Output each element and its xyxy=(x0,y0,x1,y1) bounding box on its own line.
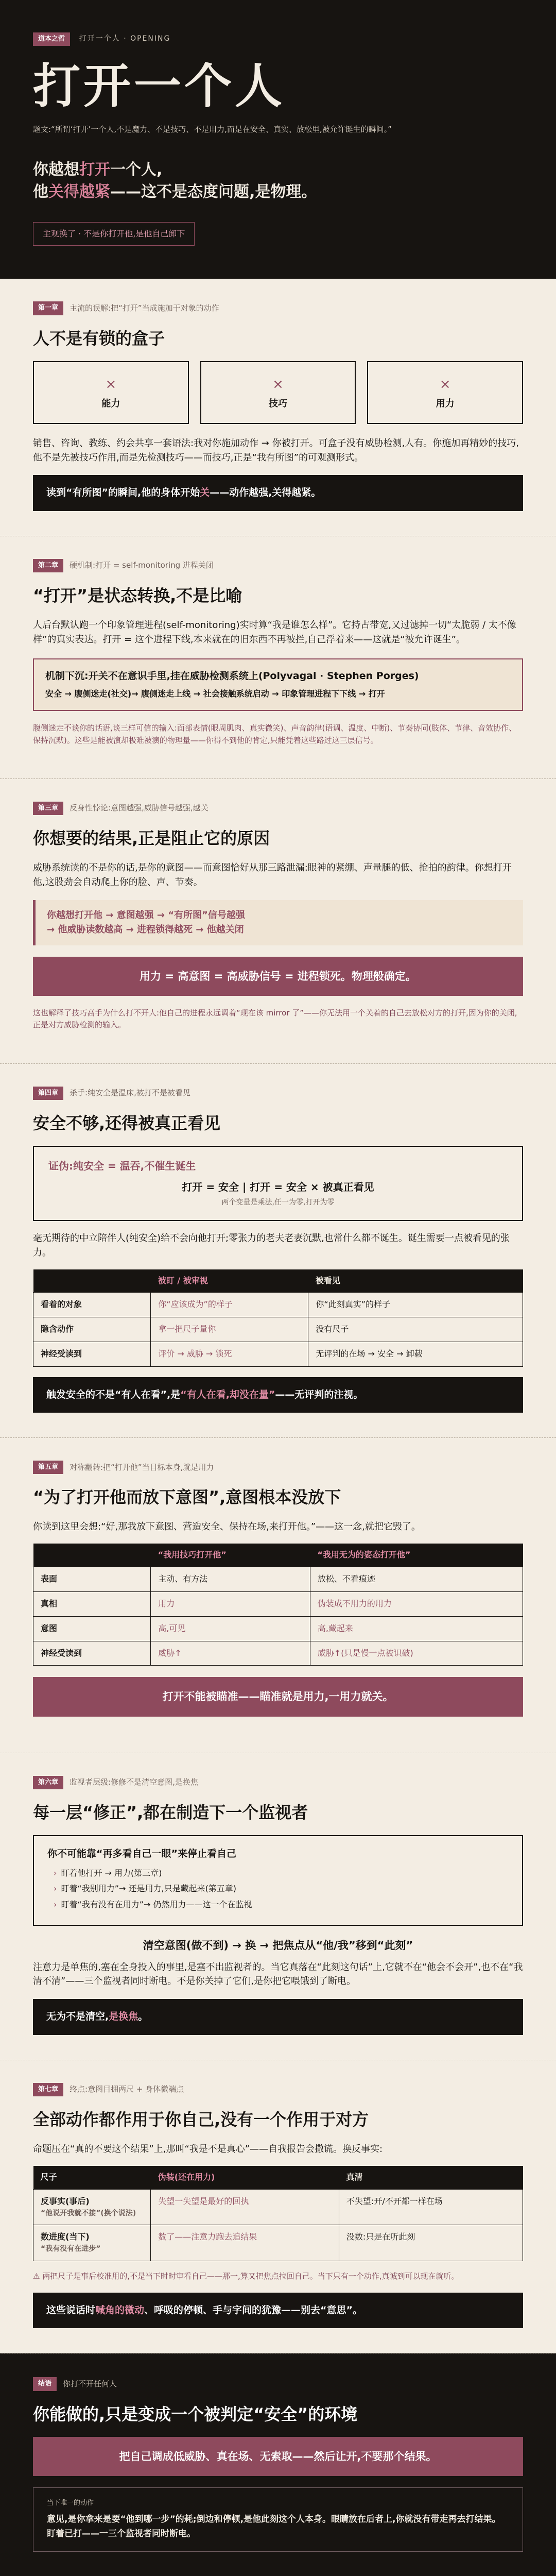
chapter-paragraph: 人后台默认跑一个印象管理进程(self-monitoring)实时算“我是谁怎么样”。它持占带宽,又过滤掉一切“太脆弱 / 太不像样”的真实表达。打开 = 这个进程下线,本来就在的旧东西不再被拦,自己浮着来——这就是“被允许诞生”。 xyxy=(33,620,516,646)
table-row xyxy=(33,2189,523,2225)
flow-box xyxy=(33,900,523,945)
table-cell: 神经受读到 xyxy=(33,1641,151,1666)
equation-sub: 两个变量是乘法,任一为零,打开为零 xyxy=(221,1198,335,1207)
chapter-header xyxy=(33,2377,523,2391)
chapter-tag: 第二章 xyxy=(33,559,63,572)
callout-bar xyxy=(33,1999,523,2035)
chapter-heading: 人不是有锁的盒子 xyxy=(33,328,165,348)
table-header: 尺子 xyxy=(33,2166,151,2189)
hero-subline: 题文:“所谓‘打开’一个人,不是魔力、不是技巧、不是用力,而是在安全、真实、放松里,被允许诞生的瞬间。” xyxy=(33,125,392,134)
mechanism-chain: 安全 → 腹侧迷走(社交)→ 腹侧迷走上线 → 社会接触系统启动 → 印象管理进程下下线 → 打开 xyxy=(45,689,385,699)
chapter-subtitle: 你打不开任何人 xyxy=(63,2379,117,2388)
table-cell xyxy=(33,2225,151,2261)
chapter-4 xyxy=(0,1064,556,1438)
chapter-header xyxy=(33,1461,523,1474)
flow-line-2: → 他威胁读数越高 → 进程锁得越死 → 他越关闭 xyxy=(47,924,244,935)
emphasis-bar: 把自己调成低威胁、真在场、无索取——然后让开,不要那个结果。 xyxy=(33,2437,523,2477)
arrow-icon: › xyxy=(54,1884,57,1894)
cross-icon: × xyxy=(272,376,284,392)
table-cell: 没数:只是在听此刻 xyxy=(339,2225,523,2261)
callout-bar xyxy=(33,2293,523,2328)
table-row xyxy=(33,1567,523,1592)
hero-kicker: 打开一个人 · OPENING xyxy=(79,35,171,43)
table-header xyxy=(33,1269,151,1293)
table-cell: 你“此刻真实”的样子 xyxy=(308,1293,523,1317)
table-row xyxy=(33,1317,523,1342)
chapter-tag: 第六章 xyxy=(33,1776,63,1789)
box-force xyxy=(367,361,523,424)
chapter-tag: 第七章 xyxy=(33,2083,63,2096)
callout-tail: 。 xyxy=(138,2011,148,2023)
callout-bar xyxy=(33,475,523,511)
table-row xyxy=(33,1342,523,1366)
table-header: “我用技巧打开他” xyxy=(151,1544,310,1567)
table-cell: 数了——注意力跑去追结果 xyxy=(151,2225,339,2261)
callout-highlight: “有人在看,却没在量” xyxy=(180,1388,275,1400)
table-cell: 无评判的在场 → 安全 → 卸载 xyxy=(308,1342,523,1366)
callout-highlight: 是换焦 xyxy=(109,2011,138,2023)
row-label: 反事实(事后) xyxy=(41,2196,90,2206)
row-sublabel: “我有没有在进步” xyxy=(41,2245,101,2253)
mechanism-title: 机制下沉:开关不在意识手里,挂在威胁检测系统上(Polyvagal · Stephen Porges) xyxy=(45,670,419,682)
chapter-heading: 安全不够,还得被真正看见 xyxy=(33,1113,221,1133)
arrow-icon: › xyxy=(54,1900,57,1910)
table-cell: 评价 → 威胁 → 锁死 xyxy=(151,1342,308,1366)
table-cell: 威胁↑(只是慢一点被识破) xyxy=(310,1641,523,1666)
thesis-tail: ——这不是态度问题,是物理。 xyxy=(110,183,317,201)
chapter-subtitle: 终点:意图目拥两尺 + 身体微端点 xyxy=(70,2084,184,2094)
chapter-subtitle: 硬机制:打开 = self-monitoring 进程关闭 xyxy=(70,561,214,570)
chapter-2 xyxy=(0,536,556,779)
chapter-note: 这也解释了技巧高手为什么打不开人:他自己的进程永远调着“现在该 mirror 了”——你无法用一个关着的自己去放松对方的打开,因为你的关闭,正是对方威胁检测的输入。 xyxy=(33,1008,517,1030)
chapter-heading: “打开”是状态转换,不是比喻 xyxy=(33,586,242,606)
chapter-heading: “为了打开他而放下意图”,意图根本没放下 xyxy=(33,1487,341,1507)
table-header-row xyxy=(33,2166,523,2189)
box-label: 能力 xyxy=(101,398,120,409)
chapter-tag: 第一章 xyxy=(33,301,63,315)
callout-text: 读到“有所图”的瞬间,他的身体开始 xyxy=(46,487,200,499)
table-header: 被盯 / 被审视 xyxy=(151,1269,308,1293)
flow-line-1: 你越想打开他 → 意图越强 → “有所图”信号越强 xyxy=(47,909,245,921)
equation-box xyxy=(33,1146,523,1221)
chapter-7 xyxy=(0,2060,556,2354)
table-cell: 威胁↑ xyxy=(151,1641,310,1666)
mechanism-box xyxy=(33,658,523,711)
chapter-header xyxy=(33,1087,523,1100)
table-header: 被看见 xyxy=(308,1269,523,1293)
chapter-paragraph: 命题压在“真的不要这个结果”上,那叫“我是不是真心”——自我报告会撒谎。换反事实: xyxy=(33,2144,383,2155)
equation-main: 打开 = 安全 | 打开 = 安全 × 被真正看见 xyxy=(182,1181,374,1194)
comparison-table xyxy=(33,1269,523,1367)
callout-highlight: 关 xyxy=(200,487,210,499)
cross-icon: × xyxy=(105,376,117,392)
table-row xyxy=(33,1616,523,1641)
table-header: 真清 xyxy=(339,2166,523,2189)
conclusion-section xyxy=(0,2353,556,2576)
chapter-tag: 结语 xyxy=(33,2377,57,2391)
table-row xyxy=(33,1641,523,1666)
chapter-3 xyxy=(0,779,556,1064)
table-cell: 神经受读到 xyxy=(33,1342,151,1366)
series-tag: 道本之哲 xyxy=(33,32,70,46)
table-cell: 失望一失望是最好的回执 xyxy=(151,2189,339,2225)
emphasis-bar: 打开不能被瞄准——瞄准就是用力,一用力就关。 xyxy=(33,1677,523,1717)
chapter-header xyxy=(33,802,523,815)
arrow-icon: › xyxy=(54,1868,57,1878)
table-cell: 放松、不看痕迹 xyxy=(310,1567,523,1592)
row-label: 数进度(当下) xyxy=(41,2232,90,2242)
list-item xyxy=(47,1867,509,1880)
table-cell: 用力 xyxy=(151,1591,310,1616)
table-cell: 表面 xyxy=(33,1567,151,1592)
equation-bar: 用力 = 高意图 = 高威胁信号 = 进程锁死。物理般确定。 xyxy=(33,957,523,996)
table-cell: 没有尺子 xyxy=(308,1317,523,1342)
chapter-subtitle: 反身性悖论:意图越强,威胁信号越强,越关 xyxy=(70,803,208,813)
table-cell: 意图 xyxy=(33,1616,151,1641)
warning-note: ⚠ 两把尺子是事后校准用的,不是当下时时审看自己——那一,算又把焦点拉回自己。当下只有一个动作,真诚到可以现在就听。 xyxy=(33,2271,459,2281)
callout-bar xyxy=(33,1377,523,1413)
thesis-he: 他 xyxy=(33,183,48,201)
chapter-paragraph: 毫无期待的中立陪伴人(纯安全)给不会向他打开;零张力的老夫老妻沉默,也常什么都不诞生。诞生需要一点被看见的张力。 xyxy=(33,1232,510,1258)
table-cell: 拿一把尺子量你 xyxy=(151,1317,308,1342)
chapter-heading: 你能做的,只是变成一个被判定“安全”的环境 xyxy=(33,2404,358,2424)
table-row xyxy=(33,1293,523,1317)
callout-tail: 、呼吸的停顿、手与字间的犹豫——别去“意思”。 xyxy=(144,2304,363,2316)
equation-heading: 证伪:纯安全 = 温吞,不催生诞生 xyxy=(48,1160,196,1173)
box-label: 技巧 xyxy=(269,398,287,409)
box-technique xyxy=(200,361,356,424)
list-item xyxy=(47,1883,509,1895)
hero-thesis: 你越想打开一个人, 他关得越紧——这不是态度问题,是物理。 xyxy=(33,160,317,201)
action-box xyxy=(33,2487,523,2552)
box-row xyxy=(33,361,523,424)
list-title: 你不可能靠“再多看自己一眼”来停止看自己 xyxy=(47,1848,236,1860)
chapter-paragraph: 你读到这里会想:“好,那我放下意图、营造安全、保持在场,来打开他。”——这一念,就把它毁了。 xyxy=(33,1521,421,1533)
table-cell: 不失望:开/不开都一样在场 xyxy=(339,2189,523,2225)
ruler-table xyxy=(33,2166,523,2261)
chapter-subtitle: 主流的误解:把“打开”当成施加于对象的动作 xyxy=(70,303,219,313)
chapter-tag: 第五章 xyxy=(33,1461,63,1474)
hero-section xyxy=(0,0,556,279)
page-title: 打开一个人 xyxy=(33,59,286,114)
chapter-tag: 第四章 xyxy=(33,1087,63,1100)
chapter-paragraph: 注意力是单焦的,塞在全身投入的事里,是塞不出监视者的。当它真落在“此刻这句话”上,它就不在“他会不会开”,也不在“我清不清”——三个监视者同时断电。不是你关掉了它们,是你把它喂饿到了断电。 xyxy=(33,1961,523,1987)
chapter-heading: 你想要的结果,正是阻止它的原因 xyxy=(33,828,270,848)
table-header: “我用无为的姿态打开他” xyxy=(310,1544,523,1567)
callout-text: 这些说话时 xyxy=(46,2304,96,2316)
row-sublabel: “他说开我就不接”(换个说法) xyxy=(41,2209,136,2217)
action-box-body: 意见,是你拿来是要“他到哪一步”的耗;倒边和停顿,是他此刻这个人本身。眼睛放在后者上,你就没有带走再去打结果。盯着已打——一三个监视者同时断电。 xyxy=(47,2514,501,2539)
thesis-highlight-open: 打开 xyxy=(79,160,110,179)
table-row xyxy=(33,2225,523,2261)
list-item-text: 盯着“我有没有在用力”→ 仍然用力——这一个在监视 xyxy=(61,1900,252,1910)
table-cell xyxy=(33,2189,151,2225)
focus-shift-line: 清空意图(做不到) → 换 → 把焦点从“他/我”移到“此刻” xyxy=(143,1939,413,1952)
chapter-6 xyxy=(0,1753,556,2060)
hero-header xyxy=(33,31,523,46)
table-cell: 主动、有方法 xyxy=(151,1567,310,1592)
chapter-note: 腹侧迷走不谈你的话语,谈三样可信的输入:面部表情(眼周肌肉、真实微笑)、声音韵律(语调、温度、中断)、节奏协同(肢体、节律、音效协作、保持沉默)。这些是能被演却极难被演的物理量——你得不到他的肯定,只能凭着这些路过这三层信号。 xyxy=(33,723,517,745)
chapter-heading: 全部动作都作用于你自己,没有一个作用于对方 xyxy=(33,2109,369,2129)
chapter-tag: 第三章 xyxy=(33,802,63,815)
box-ability xyxy=(33,361,189,424)
hero-quote-box: 主观换了 · 不是你打开他,是他自己卸下 xyxy=(33,222,195,246)
chapter-1 xyxy=(0,279,556,536)
chapter-subtitle: 杀手:纯安全是温床,被打不是被看见 xyxy=(70,1088,190,1098)
list-item-text: 盯着他打开 → 用力(第三章) xyxy=(61,1868,162,1878)
table-cell: 高,可见 xyxy=(151,1616,310,1641)
chapter-heading: 每一层“修正”,都在制造下一个监视者 xyxy=(33,1803,308,1823)
chapter-header xyxy=(33,559,523,572)
table-header: 伪装(还在用力) xyxy=(151,2166,339,2189)
chapter-paragraph: 销售、咨询、教练、约会共享一套语法:我对你施加动作 → 你被打开。可盒子没有威胁检测,人有。你施加再精妙的技巧,他不是先被技巧作用,而是先检测技巧——而技巧,正是“我有所图”的可观测形式。 xyxy=(33,437,519,463)
list-item xyxy=(47,1899,509,1911)
table-row xyxy=(33,1591,523,1616)
chapter-subtitle: 对称翻转:把“打开他”当目标本身,就是用力 xyxy=(70,1462,214,1472)
callout-text: 触发安全的不是“有人在看”,是 xyxy=(46,1388,181,1400)
chapter-subtitle: 监视者层级:修修不是清空意图,是换焦 xyxy=(70,1777,198,1787)
table-cell: 看着的对象 xyxy=(33,1293,151,1317)
table-cell: 真相 xyxy=(33,1591,151,1616)
table-header-row xyxy=(33,1544,523,1567)
monitor-list-box xyxy=(33,1835,523,1926)
chapter-header xyxy=(33,301,523,315)
table-cell: 隐含动作 xyxy=(33,1317,151,1342)
table-header-row xyxy=(33,1269,523,1293)
table-header xyxy=(33,1544,151,1567)
list-item-text: 盯着“我别用力”→ 还是用力,只是藏起来(第五章) xyxy=(61,1884,237,1894)
cross-icon: × xyxy=(439,376,451,392)
chapter-paragraph: 威胁系统读的不是你的话,是你的意图——而意图恰好从那三路泄漏:眼神的紧绷、声量腿的低、抢拍的韵律。你想打开他,这股劲会自动爬上你的脸、声、节奏。 xyxy=(33,862,512,888)
table-cell: 你“应该成为”的样子 xyxy=(151,1293,308,1317)
table-cell: 高,藏起来 xyxy=(310,1616,523,1641)
callout-tail: ——无评判的注视。 xyxy=(275,1388,363,1400)
box-label: 用力 xyxy=(436,398,455,409)
table-cell: 伪装成不用力的用力 xyxy=(310,1591,523,1616)
chapter-5 xyxy=(0,1438,556,1753)
callout-tail: ——动作越强,关得越紧。 xyxy=(210,487,321,499)
callout-highlight: 喊角的微动 xyxy=(95,2304,145,2316)
callout-text: 无为不是清空, xyxy=(46,2011,109,2023)
chapter-header xyxy=(33,2083,523,2096)
chapter-header xyxy=(33,1776,523,1789)
comparison-table xyxy=(33,1544,523,1666)
action-box-heading: 当下唯一的动作 xyxy=(47,2499,94,2507)
thesis-highlight-close: 关得越紧 xyxy=(48,183,110,201)
